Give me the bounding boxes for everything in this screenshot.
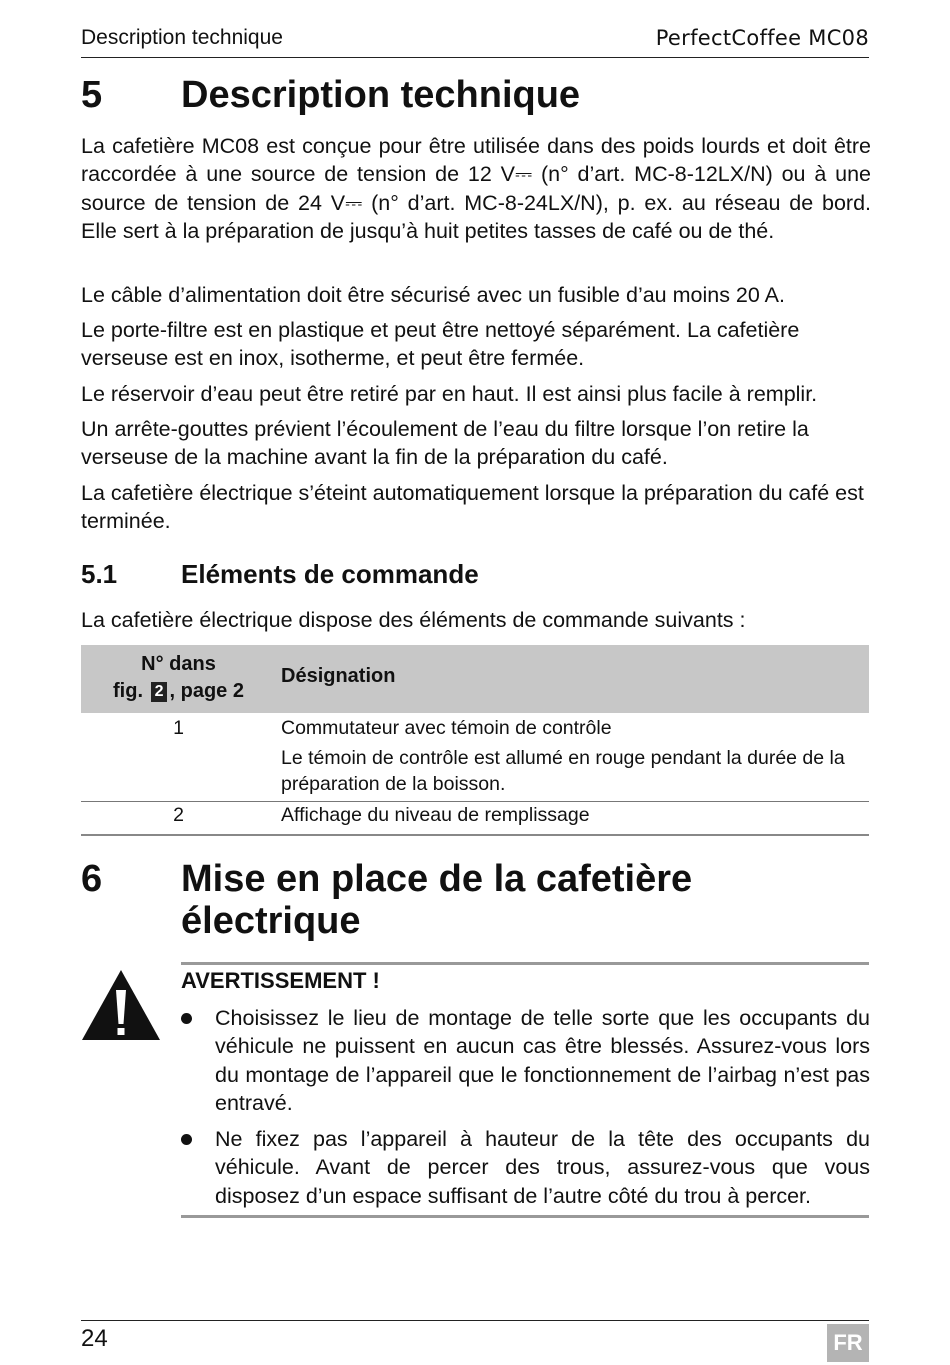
language-badge: FR xyxy=(827,1324,869,1362)
row-designation: Commutateur avec témoin de contrôle xyxy=(281,717,612,739)
section-5-paragraph-2: Le câble d’alimentation doit être sécurisé avec un fusible d’au moins 20 A. xyxy=(81,283,785,307)
section-5-paragraph-4: Le réservoir d’eau peut être retiré par en haut. Il est ainsi plus facile à remplir. xyxy=(81,382,818,406)
section-5-title: Description technique xyxy=(181,74,581,116)
page-number: 24 xyxy=(81,1325,108,1352)
section-5-1-intro: La cafetière électrique dispose des éléments de commande suivants : xyxy=(81,608,746,632)
table-header-number xyxy=(81,651,276,705)
section-5-paragraph-1: La cafetière MC08 est conçue pour être utilisée dans des poids lourds et doit être raccordée à une source de tension de 12 V⎓ (n° d’art. MC-8-12LX/N) ou à une source de tension de 24 V⎓ (n° d’art. MC-8-24LX/N), p. ex. au réseau de bord. Elle sert à la préparation de jusqu’à huit petites tasses de café ou de thé. xyxy=(81,134,871,243)
row-number: 1 xyxy=(173,717,184,739)
row-number: 2 xyxy=(173,804,184,826)
warning-top-rule xyxy=(181,962,869,965)
row-note: Le témoin de contrôle est allumé en rouge pendant la durée de la préparation de la boisson. xyxy=(281,747,845,795)
footer-divider xyxy=(81,1320,869,1321)
header-num-page: , page 2 xyxy=(169,680,244,702)
header-num-fig-prefix: fig. xyxy=(113,680,144,702)
table-header xyxy=(81,645,869,713)
section-5-1-number: 5.1 xyxy=(81,559,118,589)
table-header-designation: Désignation xyxy=(281,665,396,687)
table-row xyxy=(81,713,869,801)
section-5-paragraph-6: La cafetière électrique s’éteint automatiquement lorsque la préparation du café est terminée. xyxy=(81,481,864,534)
bullet-dot xyxy=(181,1013,192,1024)
row-designation: Affichage du niveau de remplissage xyxy=(281,804,590,826)
table-row xyxy=(81,802,869,834)
figure-number-badge: 2 xyxy=(151,682,168,702)
header-product-name: PerfectCoffee MC08 xyxy=(655,26,869,50)
section-5-number: 5 xyxy=(81,74,103,116)
warning-triangle-icon xyxy=(80,968,162,1042)
table-bottom-rule xyxy=(81,834,869,836)
header-section-title: Description technique xyxy=(81,26,283,49)
section-5-1-title: Eléments de commande xyxy=(181,559,479,589)
warning-bottom-rule xyxy=(181,1215,869,1218)
warning-bullet-text: Ne fixez pas l’appareil à hauteur de la tête des occupants du véhicule. Avant de percer des trous, assurez-vous que vous disposez d’un espace suffisant de l’autre côté du trou à percer. xyxy=(215,1127,870,1208)
warning-title: AVERTISSEMENT ! xyxy=(181,968,380,993)
section-6-title-line-1: Mise en place de la cafetière xyxy=(181,858,693,900)
header-num-line1: N° dans xyxy=(141,653,216,675)
section-6-title-line-2: électrique xyxy=(181,900,361,942)
section-5-paragraph-3: Le porte-filtre est en plastique et peut être nettoyé séparément. La cafetière verseuse est en inox, isotherme, et peut être fermée. xyxy=(81,318,800,371)
warning-bullet xyxy=(181,1125,871,1215)
section-5-paragraph-5: Un arrête-gouttes prévient l’écoulement de l’eau du filtre lorsque l’on retire la verseuse de la machine avant la fin de la préparation du café. xyxy=(81,417,809,470)
warning-bullet xyxy=(181,1004,871,1120)
header-divider xyxy=(81,57,869,58)
warning-bullet-text: Choisissez le lieu de montage de telle sorte que les occupants du véhicule ne puissent en aucun cas être blessés. Assurez-vous lors du montage de l’appareil que le fonctionnement de l’airbag n’est pas entravé. xyxy=(215,1006,870,1115)
section-6-number: 6 xyxy=(81,858,103,900)
bullet-dot xyxy=(181,1134,192,1145)
controls-table xyxy=(81,645,869,836)
